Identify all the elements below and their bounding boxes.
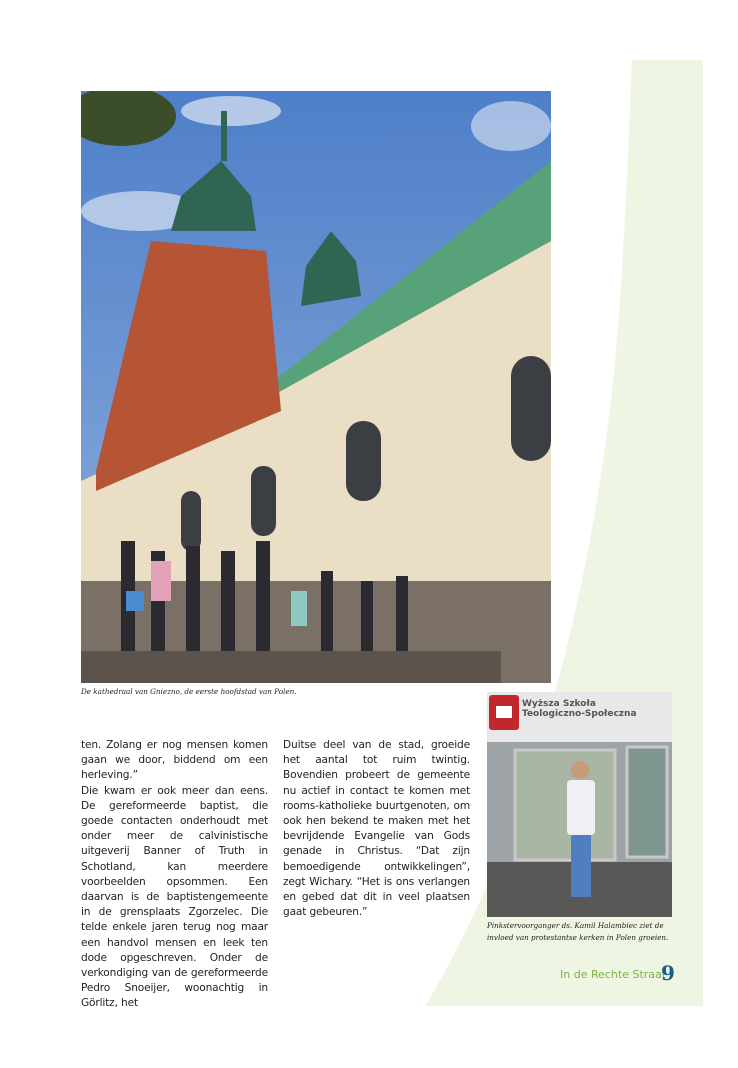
school-sign-line-1: Wyższa Szkoła bbox=[522, 699, 596, 709]
paragraph: Die kwam er ook meer dan eens. De gereformeerde baptist, die goede contacten onderhoudt met onder meer de calvinistische uitgeverij Banner of Truth in Schotland, kan meerdere voorbeelden opsommen. Een daarvan is de baptistengemeente in de grensplaats Zgorzelec. Die telde enkele jaren terug nog maar een handvol mensen en leek ten dode opgeschreven. Onder de verkondiging van de gereformeerde Pedro Snoeijer, woonachtig in Görlitz, het bbox=[81, 784, 268, 1010]
article-column-2 bbox=[283, 738, 470, 920]
school-sign bbox=[522, 699, 637, 719]
cathedral-photo-caption: De kathedraal van Gniezno, de eerste hoofdstad van Polen. bbox=[81, 687, 297, 696]
school-sign-line-2: Teologiczno-Społeczna bbox=[522, 709, 637, 719]
pastor-photo bbox=[487, 692, 672, 917]
article-column-1 bbox=[81, 738, 268, 1012]
page-number: 9 bbox=[661, 961, 675, 985]
paragraph: ten. Zolang er nog mensen komen gaan we door, biddend om een herleving.” bbox=[81, 739, 268, 782]
paragraph: Duitse deel van de stad, groeide het aantal tot ruim twintig. Bovendien probeert de gemeente nu actief in contact te komen met rooms-katholieke buurtgenoten, om ook hen bekend te maken met het bevrijdende Evangelie van Gods genade in Christus. “Dat zijn bemoedigende ontwikkelingen”, zegt Wichary. “Het is ons verlangen en gebed dat dit in veel plaatsen gaat gebeuren.” bbox=[283, 739, 470, 919]
magazine-title: In de Rechte Straat bbox=[560, 968, 667, 981]
pastor-photo-caption: Pinkstervoorganger ds. Kamil Halambiec ziet de invloed van protestantse kerken in Polen groeien. bbox=[487, 921, 669, 942]
cathedral-photo bbox=[81, 91, 551, 683]
